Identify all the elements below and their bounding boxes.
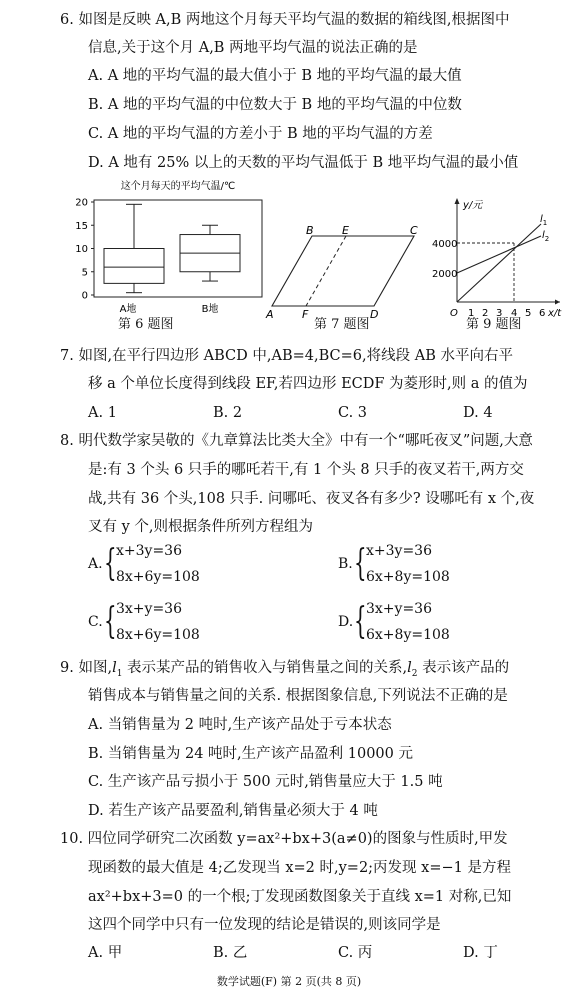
fig9-xtick-3: 3 [496,308,503,319]
fig7-segment-ef [306,236,346,306]
fig7-caption: 第 7 题图 [314,317,370,332]
fig7-label-f: F [302,308,309,321]
brace: { [354,601,367,642]
q6-option-b: B. A 地的平均气温的中位数大于 B 地的平均气温的中位数 [88,97,462,113]
q8-option-b-eq2: 6x+8y=108 [366,569,450,585]
q8-line4: 叉有 y 个,则根据条件所列方程组为 [88,519,314,535]
fig9-xlabel: x/t [548,308,562,319]
q8-line3: 战,共有 36 个头,108 只手. 问哪吒、夜叉各有多少? 设哪吒有 x 个,夜 [88,491,535,507]
fig6-ytick-label: 0 [81,290,88,302]
fig9-x-arrow [555,300,560,305]
q8-option-d-system [354,598,494,650]
page-footer: 数学试题(F) 第 2 页(共 8 页) [216,975,362,988]
q8-option-b-system [354,540,494,592]
q9-line1: 9. 如图$,l_1$ 表示某产品的销售收入与销售量之间的关系$,l_2$ 表示该产品的 [60,660,510,679]
q10-line3: ax²+bx+3=0 的一个根;丁发现函数图象关于直线 x=1 对称,已知 [88,889,512,905]
fig6-ytick-label: 10 [75,244,88,255]
q7-option-d: D. 4 [463,405,493,421]
brace: { [104,601,117,642]
q9-line2: 销售成本与销售量之间的关系. 根据图象信息,下列说法不正确的是 [88,688,508,704]
q7-line2: 移 a 个单位长度得到线段 EF,若四边形 ECDF 为菱形时,则 a 的值为 [88,376,528,392]
fig9-ylabel: y/元 [463,200,483,211]
q8-option-d-eq1: 3x+y=36 [366,601,432,617]
q9-option-a: A. 当销售量为 2 吨时,生产该产品处于亏本状态 [88,717,392,733]
fig9-ytick-4000: 4000 [432,239,458,250]
brace: { [354,543,367,584]
fig6-xlabel-a: A地 [119,304,137,315]
fig9-y-arrow [455,198,460,204]
fig9-xtick-2: 2 [482,308,489,319]
fig9-xtick-1: 1 [468,308,475,319]
fig9-xtick-6: 6 [539,308,546,319]
q6-option-a: A. A 地的平均气温的最大值小于 B 地的平均气温的最大值 [88,68,462,84]
q10-line4: 这四个同学中只有一位发现的结论是错误的,则该同学是 [88,917,441,933]
q6-line1: 6. 如图是反映 A,B 两地这个月每天平均气温的数据的箱线图,根据图中 [60,12,510,28]
q7-line1: 7. 如图,在平行四边形 ABCD 中,AB=4,BC=6,将线段 AB 水平向右平 [60,348,513,364]
q10-option-b: B. 乙 [213,945,248,961]
figure-9-line-graph [430,192,565,320]
q10-option-a: A. 甲 [88,945,123,961]
fig6-ytick-label: 15 [75,220,88,232]
fig7-label-b: B [306,224,314,237]
q6-option-c: C. A 地的平均气温的方差小于 B 地的平均气温的方差 [88,126,433,142]
q10-line2: 现函数的最大值是 4;乙发现当 x=2 时,y=2;丙发现 x=−1 是方程 [88,860,511,876]
q8-option-a-eq1: x+3y=36 [116,543,182,559]
fig6-title: 这个月每天的平均气温/℃ [120,181,236,192]
q8-option-a-eq2: 8x+6y=108 [116,569,200,585]
fig6-ytick-label: 5 [81,267,88,279]
fig9-origin: O [450,308,458,319]
brace: { [104,543,117,584]
fig6-caption: 第 6 题图 [118,317,174,332]
fig9-caption: 第 9 题图 [466,317,522,332]
fig9-xtick-4: 4 [511,308,518,319]
q8-line1: 8. 明代数学家吴敬的《九章算法比类大全》中有一个“哪吒夜叉”问题,大意 [60,433,533,449]
q6-option-d: D. A 地有 25% 以上的天数的平均气温低于 B 地平均气温的最小值 [88,155,519,171]
fig7-label-d: D [370,308,379,321]
q10-line1: 10. 四位同学研究二次函数 y=ax²+bx+3(a≠0)的图象与性质时,甲发 [60,831,508,847]
q9-option-b: B. 当销售量为 24 吨时,生产该产品盈利 10000 元 [88,746,413,762]
q8-option-c-label: C. [88,614,103,630]
q8-option-a-label: A. [88,556,103,572]
q8-option-c-system [104,598,244,650]
q10-option-d: D. 丁 [463,945,498,961]
fig7-label-e: E [342,224,349,237]
fig9-line-l1 [457,224,541,302]
fig9-label-l2: $l_2$ [542,230,550,243]
fig9-label-l1: $l_1$ [540,214,548,227]
q8-option-d-label: D. [338,614,354,630]
q7-option-b: B. 2 [213,405,243,421]
q6-line2: 信息,关于这个月 A,B 两地平均气温的说法正确的是 [88,40,418,56]
q10-option-c: C. 丙 [338,945,373,961]
q8-option-a-system [104,540,244,592]
fig9-xtick-5: 5 [525,308,532,319]
q9-option-d: D. 若生产该产品要盈利,销售量必须大于 4 吨 [88,803,378,819]
fig7-label-a: A [266,308,274,321]
q8-option-b-label: B. [338,556,353,572]
figure-6-boxplot [60,176,270,328]
q7-option-a: A. 1 [88,405,117,421]
fig7-parallelogram-abcd [272,236,414,306]
fig6-xlabel-b: B地 [201,304,219,315]
q8-line2: 是:有 3 个头 6 只手的哪吒若干,有 1 个头 8 只手的夜叉若干,两方交 [88,462,524,478]
q9-option-c: C. 生产该产品亏损小于 500 元时,销售量应大于 1.5 吨 [88,774,443,790]
q7-option-c: C. 3 [338,405,368,421]
q8-option-b-eq1: x+3y=36 [366,543,432,559]
q8-option-c-eq1: 3x+y=36 [116,601,182,617]
figure-7-parallelogram [262,224,432,324]
fig6-box-a-iqr [104,249,164,284]
fig6-ytick-label: 20 [75,197,88,209]
fig9-line-l2 [457,236,541,273]
fig7-label-c: C [410,224,418,237]
q8-option-d-eq2: 6x+8y=108 [366,627,450,643]
fig9-ytick-2000: 2000 [432,269,458,280]
q8-option-c-eq2: 8x+6y=108 [116,627,200,643]
